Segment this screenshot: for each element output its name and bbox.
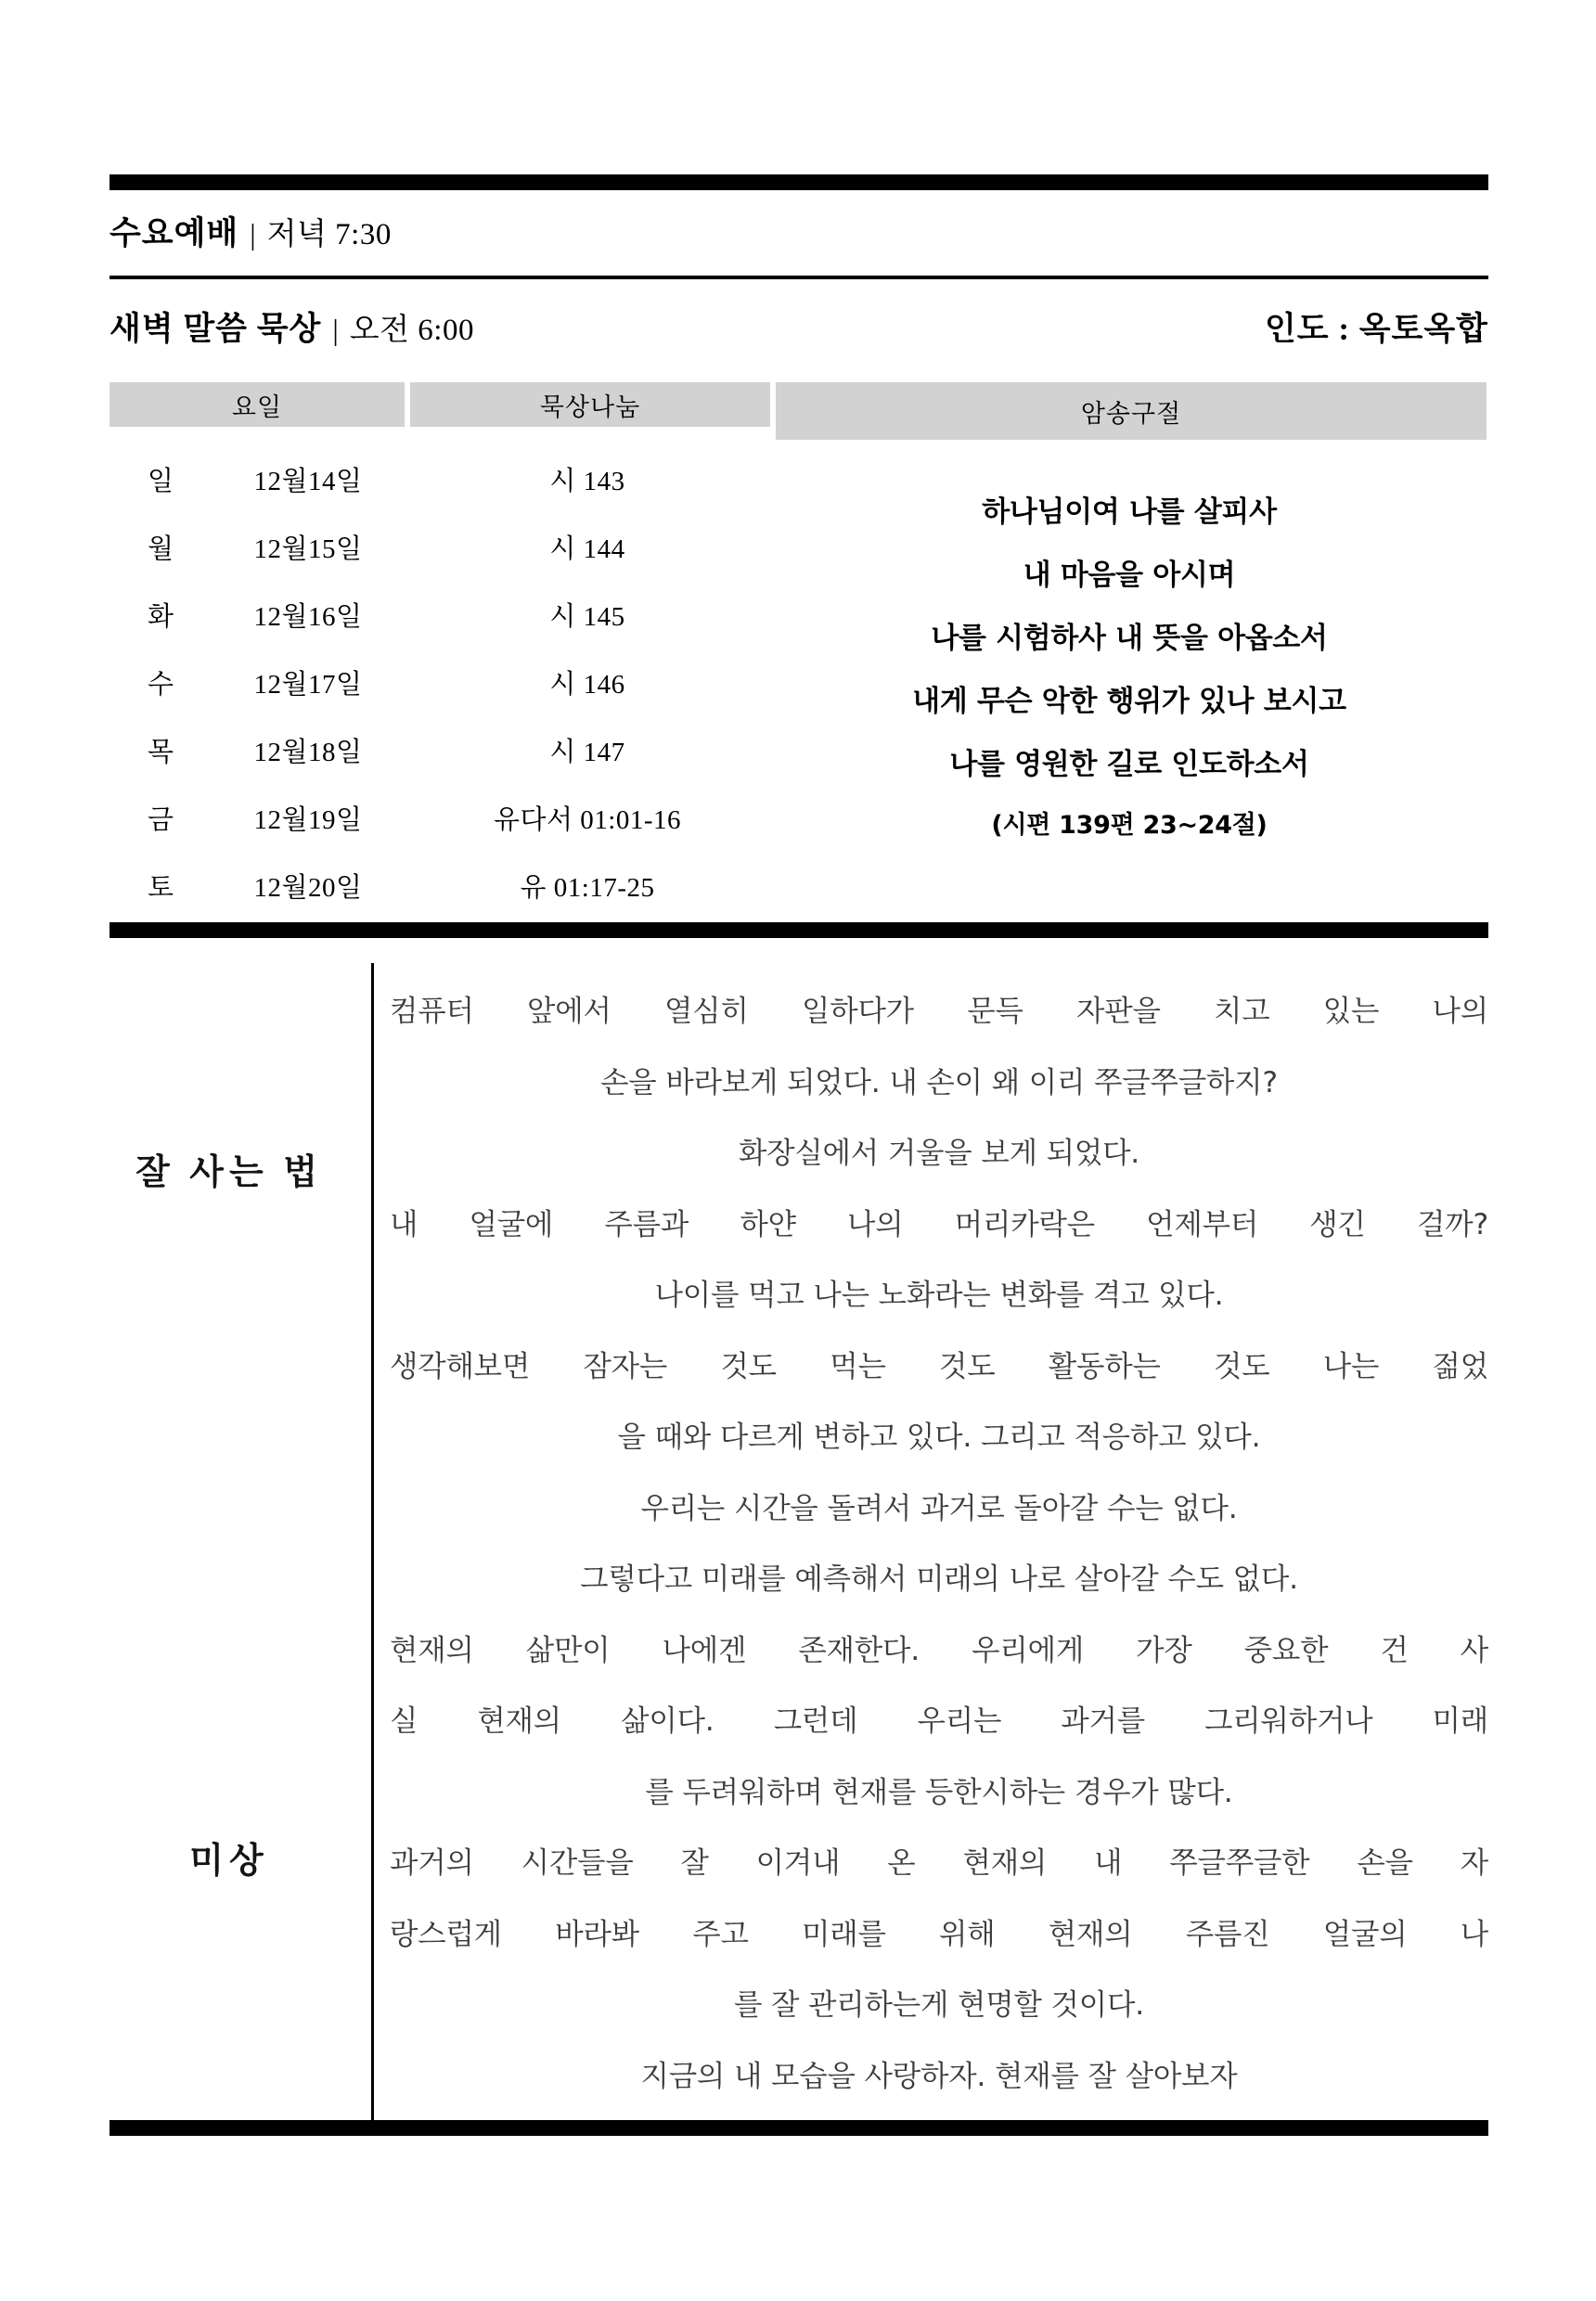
essay-line: 손을 바라보게 되었다. 내 손이 왜 이리 쭈글쭈글하지? (600, 1065, 1278, 1099)
service-divider-rule (109, 276, 1488, 279)
cell-reading: 유다서 01:01-16 (493, 805, 681, 835)
cell-reading: 시 144 (549, 534, 625, 564)
table-row (109, 852, 770, 919)
cell-reading: 시 147 (549, 738, 625, 767)
memory-verse-line: 나를 시험하사 내 뜻을 아옵소서 (931, 622, 1328, 655)
memory-verse-line: 나를 영원한 길로 인도하소서 (949, 748, 1309, 781)
table-row (109, 445, 770, 513)
cell-day: 일 (147, 467, 174, 496)
column-header-meditation: 묵상나눔 (410, 382, 770, 427)
table-row (109, 513, 770, 581)
cell-date: 12월18일 (253, 738, 363, 767)
memory-verse-reference: (시편 139편 23~24절) (991, 811, 1268, 840)
essay-line: 를 잘 관리하는게 현명할 것이다. (733, 1988, 1145, 2022)
cell-day: 토 (147, 873, 174, 903)
table-row (109, 649, 770, 716)
essay-line: 지금의 내 모습을 사랑하자. 현재를 잘 살아보자 (640, 2059, 1238, 2093)
cell-day: 목 (147, 738, 174, 767)
essay-line: 과거의 시간들을 잘 이겨내 온 현재의 내 쭈글쭈글한 손을 자 (390, 1846, 1488, 1880)
cell-reading: 유 01:17-25 (520, 873, 655, 903)
essay-line: 실 현재의 삶이다. 그런데 우리는 과거를 그리워하거나 미래 (390, 1704, 1488, 1738)
essay-line: 우리는 시간을 돌려서 과거로 돌아갈 수는 없다. (640, 1491, 1238, 1525)
column-header-day: 요일 (109, 382, 405, 427)
service-wednesday-time: 저녁 7:30 (266, 218, 392, 251)
service-dawn-left (109, 303, 474, 350)
essay-vertical-divider (371, 963, 374, 2134)
cell-day: 수 (147, 670, 174, 700)
essay-line: 생각해보면 잠자는 것도 먹는 것도 활동하는 것도 나는 젊었 (390, 1349, 1488, 1383)
essay-title: 잘 사는 법 (135, 1153, 323, 1192)
service-row-wednesday (109, 208, 1488, 254)
service-dawn-separator: | (332, 313, 339, 346)
service-wednesday-title: 수요예배 (109, 215, 239, 251)
cell-date: 12월17일 (253, 670, 363, 700)
bottom-divider-bar (109, 2120, 1488, 2136)
cell-date: 12월14일 (253, 467, 363, 496)
service-dawn-leader: 인도 : 옥토옥합 (1264, 311, 1488, 347)
table-row (109, 716, 770, 784)
essay-line: 내 얼굴에 주름과 하얀 나의 머리카락은 언제부터 생긴 걸까? (390, 1207, 1488, 1241)
meditation-table-body (109, 445, 1488, 919)
essay-line: 를 두려워하며 현재를 등한시하는 경우가 많다. (645, 1775, 1233, 1809)
cell-day: 월 (147, 534, 174, 564)
service-wednesday-left (109, 208, 392, 254)
table-row (109, 581, 770, 649)
service-row-dawn (109, 303, 1488, 350)
essay-body (390, 976, 1488, 2112)
service-dawn-time: 오전 6:00 (349, 314, 474, 347)
essay-line: 현재의 삶만이 나에겐 존재한다. 우리에게 가장 중요한 건 사 (390, 1633, 1488, 1667)
meditation-schedule-column (109, 445, 770, 919)
cell-date: 12월19일 (253, 805, 363, 835)
service-dawn-title: 새벽 말씀 묵상 (109, 311, 322, 347)
essay-top-divider-bar (109, 922, 1488, 938)
cell-reading: 시 145 (549, 602, 625, 632)
cell-reading: 시 143 (549, 467, 625, 496)
essay-author: 미상 (189, 1842, 269, 1881)
memory-verse-line: 내 마음을 아시며 (1023, 559, 1236, 592)
cell-date: 12월20일 (253, 873, 363, 903)
cell-date: 12월16일 (253, 602, 363, 632)
top-divider-bar (109, 174, 1488, 190)
memory-verse-line: 하나님이여 나를 살피사 (982, 495, 1277, 529)
memory-verse-block (770, 445, 1488, 919)
memory-verse-line: 내게 무슨 악한 행위가 있나 보시고 (912, 685, 1346, 718)
service-wednesday-separator: | (250, 217, 256, 251)
cell-date: 12월15일 (253, 534, 363, 564)
essay-line: 컴퓨터 앞에서 열심히 일하다가 문득 자판을 치고 있는 나의 (390, 995, 1488, 1028)
essay-line: 화장실에서 거울을 보게 되었다. (738, 1137, 1140, 1170)
cell-day: 화 (147, 602, 174, 632)
essay-line: 을 때와 다르게 변하고 있다. 그리고 적응하고 있다. (617, 1420, 1261, 1454)
essay-line: 나이를 먹고 나는 노화라는 변화를 격고 있다. (654, 1279, 1224, 1312)
essay-line: 그렇다고 미래를 예측해서 미래의 나로 살아갈 수도 없다. (580, 1562, 1298, 1596)
cell-day: 금 (147, 805, 174, 835)
meditation-table (109, 382, 1488, 919)
table-row (109, 784, 770, 852)
cell-reading: 시 146 (549, 670, 625, 700)
column-header-memory-verse: 암송구절 (776, 382, 1487, 440)
essay-section (109, 943, 1488, 2112)
meditation-table-header-row (109, 382, 1488, 440)
essay-line: 랑스럽게 바라봐 주고 미래를 위해 현재의 주름진 얼굴의 나 (390, 1917, 1488, 1951)
essay-meta-column (109, 943, 371, 2114)
